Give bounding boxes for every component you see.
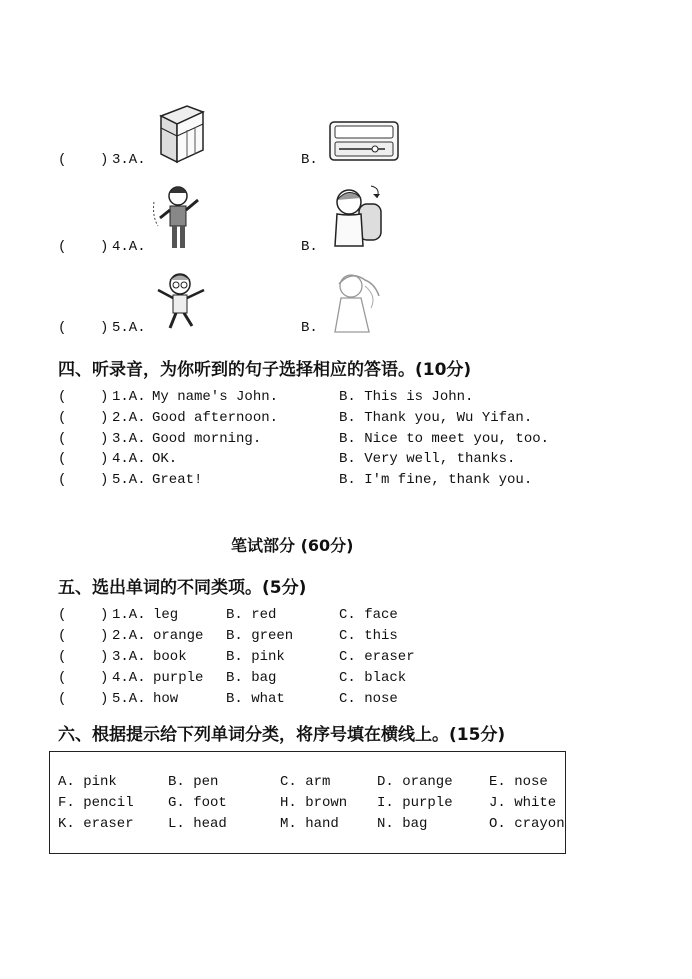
option-b: B. bag <box>226 670 277 686</box>
boy-waving-icon <box>150 182 210 252</box>
word-item: E. nose <box>489 774 548 790</box>
word-item: M. hand <box>280 816 339 832</box>
answer-paren: ( ) <box>58 670 109 686</box>
question-number: 5.A. <box>112 691 146 707</box>
question-number: 2.A. <box>112 628 146 644</box>
option-a: Good afternoon. <box>152 410 279 426</box>
girl-backpack-icon <box>327 182 387 250</box>
word-item: J. white <box>489 795 557 811</box>
word-item: D. orange <box>377 774 453 790</box>
option-b: B. Nice to meet you, too. <box>339 431 550 447</box>
option-b: B. I'm fine, thank you. <box>339 472 533 488</box>
word-item: C. arm <box>280 774 331 790</box>
option-a: Good morning. <box>152 431 262 447</box>
answer-paren: ( ) <box>58 410 109 426</box>
word-item: L. head <box>168 816 227 832</box>
question-number: 3.A. <box>112 649 146 665</box>
word-item: B. pen <box>168 774 219 790</box>
section-5-heading: 五、选出单词的不同类项。(5分) <box>58 578 307 598</box>
option-b-label: B. <box>301 239 318 255</box>
word-item: G. foot <box>168 795 227 811</box>
answer-paren: ( ) <box>58 152 109 168</box>
girl-icon <box>327 266 387 336</box>
option-b-label: B. <box>301 152 318 168</box>
option-b: B. This is John. <box>339 389 474 405</box>
question-number: 4.A. <box>112 239 146 255</box>
option-b: B. Very well, thanks. <box>339 451 516 467</box>
option-a: purple <box>153 670 204 686</box>
option-c: C. black <box>339 670 407 686</box>
option-a: how <box>153 691 179 707</box>
answer-paren: ( ) <box>58 607 109 623</box>
option-c: C. face <box>339 607 398 623</box>
question-number: 2.A. <box>112 410 146 426</box>
word-item: K. eraser <box>58 816 134 832</box>
written-part-title: 笔试部分 (60分) <box>231 536 354 555</box>
option-c: C. eraser <box>339 649 415 665</box>
question-number: 4.A. <box>112 670 146 686</box>
option-b-label: B. <box>301 320 318 336</box>
section-4-heading: 四、听录音，为你听到的句子选择相应的答语。(10分) <box>58 360 472 380</box>
option-b: B. red <box>226 607 277 623</box>
answer-paren: ( ) <box>58 389 109 405</box>
question-number: 1.A. <box>112 607 146 623</box>
question-number: 3.A. <box>112 152 146 168</box>
answer-paren: ( ) <box>58 320 109 336</box>
answer-paren: ( ) <box>58 431 109 447</box>
answer-paren: ( ) <box>58 239 109 255</box>
option-b: B. what <box>226 691 285 707</box>
option-a: orange <box>153 628 204 644</box>
answer-paren: ( ) <box>58 628 109 644</box>
option-a: My name's John. <box>152 389 279 405</box>
option-c: C. this <box>339 628 398 644</box>
word-item: A. pink <box>58 774 117 790</box>
answer-paren: ( ) <box>58 691 109 707</box>
answer-paren: ( ) <box>58 649 109 665</box>
option-c: C. nose <box>339 691 398 707</box>
option-a: OK. <box>152 451 178 467</box>
word-item: H. brown <box>280 795 348 811</box>
question-number: 4.A. <box>112 451 146 467</box>
dancing-boy-icon <box>152 268 210 334</box>
box-icon <box>157 102 207 164</box>
answer-paren: ( ) <box>58 451 109 467</box>
section-6-heading: 六、根据提示给下列单词分类，将序号填在横线上。(15分) <box>58 725 506 745</box>
option-a: Great! <box>152 472 203 488</box>
option-b: B. Thank you, Wu Yifan. <box>339 410 533 426</box>
answer-paren: ( ) <box>58 472 109 488</box>
word-item: N. bag <box>377 816 428 832</box>
question-number: 5.A. <box>112 472 146 488</box>
word-item: F. pencil <box>58 795 134 811</box>
option-b: B. pink <box>226 649 285 665</box>
pencil-case-icon <box>327 118 401 164</box>
question-number: 1.A. <box>112 389 146 405</box>
word-item: I. purple <box>377 795 453 811</box>
option-b: B. green <box>226 628 294 644</box>
question-number: 3.A. <box>112 431 146 447</box>
option-a: book <box>153 649 187 665</box>
word-item: O. crayon <box>489 816 565 832</box>
option-a: leg <box>153 607 179 623</box>
question-number: 5.A. <box>112 320 146 336</box>
